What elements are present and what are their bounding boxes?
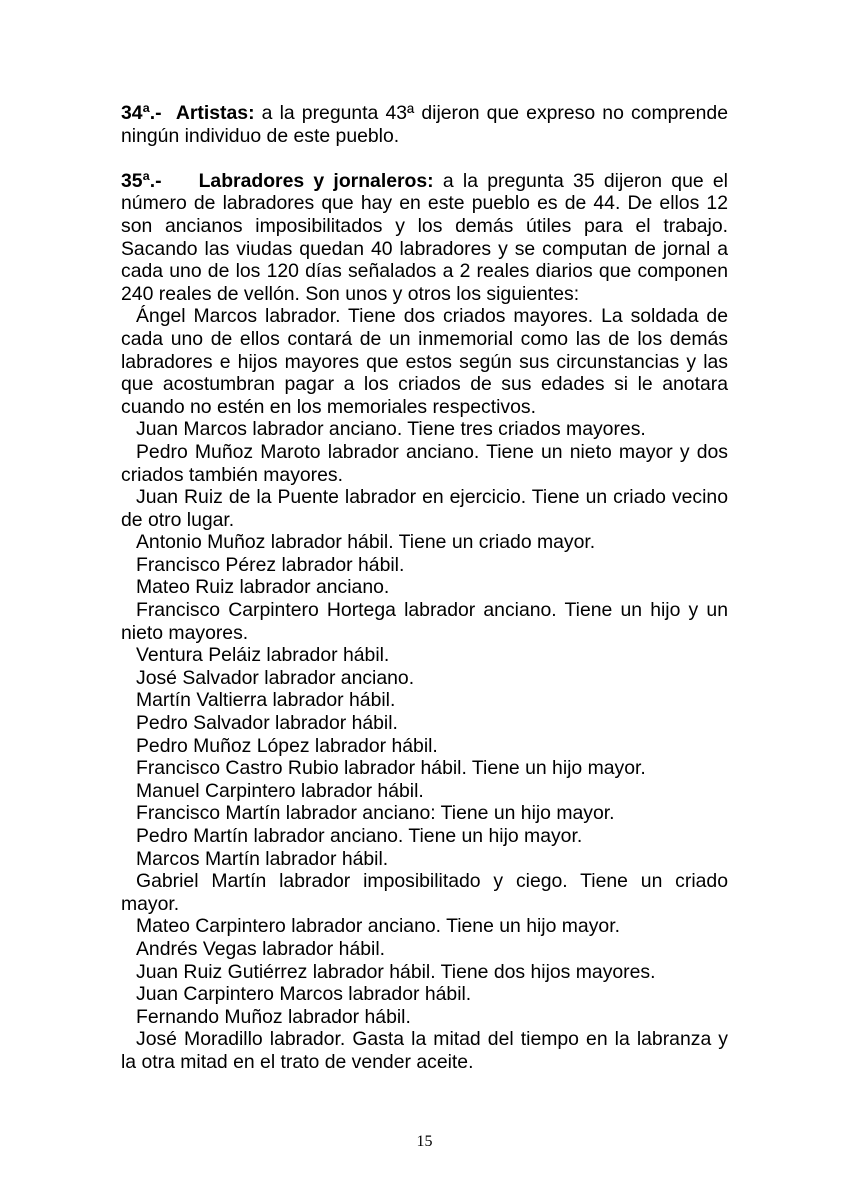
list-item: Francisco Carpintero Hortega labrador anciano. Tiene un hijo y un nieto mayores.: [121, 599, 728, 644]
section-34-heading: Artistas:: [175, 102, 255, 124]
list-item: Francisco Castro Rubio labrador hábil. Tiene un hijo mayor.: [136, 757, 646, 780]
section-35-number: 35ª.-: [121, 169, 162, 192]
list-item: José Moradillo labrador. Gasta la mitad del tiempo en la labranza y la otra mitad en el trato de vender aceite.: [121, 1028, 728, 1073]
section-35-text: a la pregunta 35 dijeron que el número de labradores que hay en este pueblo es de 44. De ellos 12 son ancianos imposibilitados y los demás útiles para el trabajo. Sacando las viudas quedan 40 labradores y se computan de jornal a cada uno de los 120 días señalados a 2 reales diarios que componen 240 reales de vellón. Son unos y otros los siguientes:: [121, 169, 728, 305]
list-item: Mateo Carpintero labrador anciano. Tiene un hijo mayor.: [136, 915, 620, 938]
list-item: Fernando Muñoz labrador hábil.: [136, 1005, 411, 1028]
section-35: [121, 170, 728, 306]
list-item: Ángel Marcos labrador. Tiene dos criados mayores. La soldada de cada uno de ellos contará de un inmemorial como las de los demás labradores e hijos mayores que estos según sus circunstancias y las que acostumbran pagar a los criados de sus edades si le anotara cuando no estén en los memoriales respectivos.: [121, 305, 728, 418]
page-body: [121, 102, 728, 1074]
list-item: Gabriel Martín labrador imposibilitado y ciego. Tiene un criado mayor.: [121, 870, 728, 915]
paragraph-gap: [121, 147, 728, 170]
page-number: 15: [416, 1133, 433, 1150]
list-item: Pedro Salvador labrador hábil.: [136, 712, 398, 735]
list-item: Ventura Peláiz labrador hábil.: [136, 644, 390, 667]
list-item: Pedro Martín labrador anciano. Tiene un hijo mayor.: [136, 825, 583, 847]
list-item: Pedro Muñoz López labrador hábil.: [136, 734, 438, 757]
list-item: Juan Ruiz de la Puente labrador en ejercicio. Tiene un criado vecino de otro lugar.: [121, 486, 728, 531]
list-item: José Salvador labrador anciano.: [136, 666, 415, 689]
section-34: [121, 102, 728, 147]
list-item: Francisco Martín labrador anciano: Tiene un hijo mayor.: [136, 802, 615, 825]
list-item: Pedro Muñoz Maroto labrador anciano. Tiene un nieto mayor y dos criados también mayores.: [121, 440, 728, 486]
list-item: Andrés Vegas labrador hábil.: [136, 937, 386, 960]
section-35-heading: Labradores y jornaleros:: [198, 169, 434, 192]
section-34-number: 34ª.-: [121, 102, 162, 124]
labradores-list: [121, 305, 728, 1073]
list-item: Antonio Muñoz labrador hábil. Tiene un criado mayor.: [136, 531, 596, 554]
list-item: Mateo Ruiz labrador anciano.: [136, 576, 390, 599]
section-34-text: a la pregunta 43ª dijeron que expreso no comprende ningún individuo de este pueblo.: [121, 102, 728, 147]
list-item: Marcos Martín labrador hábil.: [136, 847, 389, 870]
list-item: Juan Marcos labrador anciano. Tiene tres criados mayores.: [136, 418, 646, 441]
list-item: Juan Carpintero Marcos labrador hábil.: [136, 983, 472, 1006]
list-item: Juan Ruiz Gutiérrez labrador hábil. Tiene dos hijos mayores.: [136, 960, 656, 983]
list-item: Martín Valtierra labrador hábil.: [136, 689, 396, 712]
list-item: Francisco Pérez labrador hábil.: [136, 553, 405, 576]
list-item: Manuel Carpintero labrador hábil.: [136, 779, 424, 802]
